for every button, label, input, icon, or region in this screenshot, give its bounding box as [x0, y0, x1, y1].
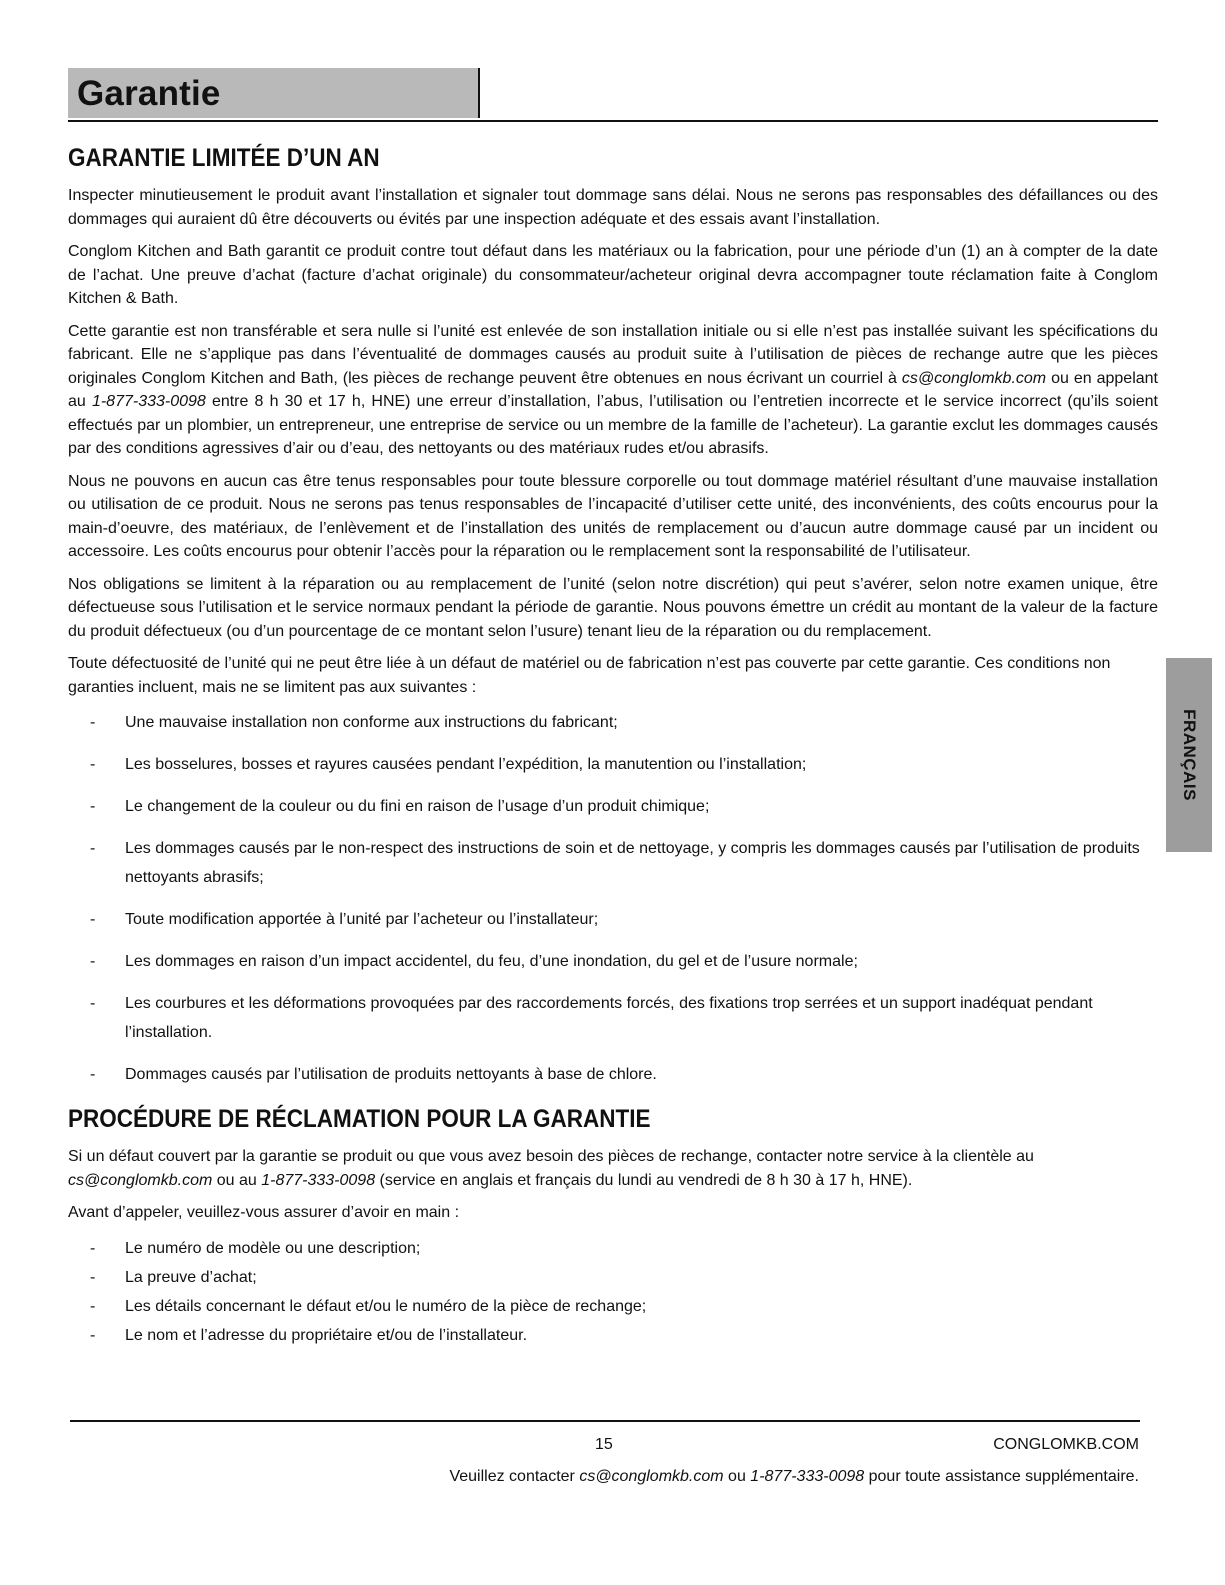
- paragraph-before-calling: Avant d’appeler, veuillez-vous assurer d’avoir en main :: [68, 1204, 460, 1221]
- list-item: - La preuve d’achat;: [68, 1263, 1158, 1292]
- list-item: - Les bosselures, bosses et rayures causées pendant l’expédition, la manutention ou l’installation;: [68, 750, 1158, 779]
- list-item: - Le nom et l’adresse du propriétaire et/ou de l’installateur.: [68, 1321, 1158, 1350]
- text-run: ou: [723, 1468, 751, 1485]
- section-heading-warranty: GARANTIE LIMITÉE D’UN AN: [68, 144, 380, 172]
- checklist: [68, 1234, 1158, 1350]
- text-run: Cette garantie est non transférable et sera nulle si l’unité est enlevée de son installation initiale ou si elle n’est pas installée suivant les spécifications du fabricant. Elle ne s’applique pas dans l’éventualité de dommages causés au produit suite à l’utilisation de pièces de rechange autre que les pièces originales Conglom Kitchen and Bath, (les pièces de rechange peuvent être obtenues en nous écrivant un courriel à: [68, 322, 1158, 387]
- list-item: - Les détails concernant le défaut et/ou le numéro de la pièce de rechange;: [68, 1292, 1158, 1321]
- section-heading-claim: PROCÉDURE DE RÉCLAMATION POUR LA GARANTIE: [68, 1105, 651, 1133]
- page-title: Garantie: [77, 74, 221, 113]
- header-tab: [68, 68, 480, 118]
- language-tab: [1166, 658, 1212, 852]
- paragraph-exclusions-intro: Toute défectuosité de l’unité qui ne peut être liée à un défaut de matériel ou de fabrication n’est pas couverte par cette garantie. Ces conditions non garanties incluent, mais ne se limitent pas aux suivantes :: [68, 655, 1111, 696]
- phone-link[interactable]: 1-877-333-0098: [261, 1171, 376, 1189]
- list-item: - Le numéro de modèle ou une description;: [68, 1234, 1158, 1263]
- email-link[interactable]: cs@conglomkb.com: [901, 369, 1047, 387]
- list-item: - Les courbures et les déformations provoquées par des raccordements forcés, des fixations trop serrées et un support inadéquat pendant l’installation.: [68, 989, 1158, 1047]
- language-tab-label: FRANÇAIS: [1180, 709, 1199, 801]
- email-link[interactable]: cs@conglomkb.com: [579, 1468, 724, 1485]
- footer-divider: [70, 1420, 1140, 1422]
- list-item: - Toute modification apportée à l’unité par l’acheteur ou l’installateur;: [68, 905, 1158, 934]
- exclusions-list: [68, 708, 1158, 1089]
- list-item: - Le changement de la couleur ou du fini en raison de l’usage d’un produit chimique;: [68, 792, 1158, 821]
- phone-link[interactable]: 1-877-333-0098: [91, 393, 206, 410]
- email-link[interactable]: cs@conglomkb.com: [68, 1171, 213, 1189]
- list-item: - Les dommages causés par le non-respect des instructions de soin et de nettoyage, y compris les dommages causés par l’utilisation de produits nettoyants abrasifs;: [68, 834, 1158, 892]
- footer-contact: [449, 1468, 1139, 1486]
- paragraph-inspection: Inspecter minutieusement le produit avant l’installation et signaler tout dommage sans délai. Nous ne serons pas responsables des défaillances ou des dommages qui auraient dû être découverts ou évités par une inspection adéquate et des essais avant l’installation.: [68, 187, 1158, 228]
- main-content: [68, 142, 1158, 1356]
- website-label: CONGLOMKB.COM: [993, 1436, 1139, 1453]
- text-run: ou au: [212, 1171, 262, 1189]
- text-run: ou en appelant au: [68, 369, 1158, 410]
- paragraph-conditions: [68, 320, 1158, 461]
- paragraph-coverage: Conglom Kitchen and Bath garantit ce produit contre tout défaut dans les matériaux ou la fabrication, pour une période d’un (1) an à compter de la date de l’achat. Une preuve d’achat (facture d’achat originale) du consommateur/acheteur original devra accompagner toute réclamation faite à Conglom Kitchen & Bath.: [68, 243, 1158, 307]
- list-item: - Les dommages en raison d’un impact accidentel, du feu, d’une inondation, du gel et de l’usure normale;: [68, 947, 1158, 976]
- text-run: (service en anglais et français du lundi au vendredi de 8 h 30 à 17 h, HNE).: [375, 1171, 913, 1189]
- phone-link[interactable]: 1-877-333-0098: [750, 1468, 865, 1485]
- text-run: pour toute assistance supplémentaire.: [864, 1468, 1139, 1485]
- text-run: Si un défaut couvert par la garantie se produit ou que vous avez besoin des pièces de rechange, contacter notre service à la clientèle au: [68, 1148, 1034, 1165]
- text-run: Veuillez contacter: [449, 1468, 580, 1485]
- paragraph-obligations: Nos obligations se limitent à la réparation ou au remplacement de l’unité (selon notre discrétion) qui peut s’avérer, selon notre examen unique, être défectueuse sous l’utilisation et le service normaux pendant la période de garantie. Nous pouvons émettre un crédit au montant de la valeur de la facture du produit défectueux (ou d’un pourcentage de ce montant selon l’usure) tenant lieu de la réparation ou du remplacement.: [68, 575, 1158, 640]
- list-item: - Dommages causés par l’utilisation de produits nettoyants à base de chlore.: [68, 1060, 1158, 1089]
- text-run: entre 8 h 30 et 17 h, HNE) une erreur d’installation, l’abus, l’utilisation ou l’entretien incorrecte et le service incorrect (qu’ils soient effectués par un plombier, un entrepreneur, une entreprise de service ou un membre de la famille de l’acheteur). La garantie exclut les dommages causés par des conditions agressives d’air ou d’eau, des nettoyants ou des matériaux rudes et/ou abrasifs.: [68, 393, 1159, 457]
- page-number: 15: [595, 1436, 613, 1453]
- paragraph-liability: Nous ne pouvons en aucun cas être tenus responsables pour toute blessure corporelle ou tout dommage matériel résultant d’une mauvaise installation ou utilisation de ce produit. Nous ne serons pas tenus responsables de l’incapacité d’utiliser cette unité, des inconvénients, des coûts encourus pour la main-d’oeuvre, des matériaux, de l’enlèvement et de l’installation des unités de remplacement ou d’aucun autre dommage causé par un incident ou accessoire. Les coûts encourus pour obtenir l’accès pour la réparation ou le remplacement sont la responsabilité de l’utilisateur.: [68, 472, 1158, 560]
- list-item: - Une mauvaise installation non conforme aux instructions du fabricant;: [68, 708, 1158, 737]
- page-header: [68, 68, 1158, 122]
- paragraph-claim-contact: [68, 1145, 1158, 1192]
